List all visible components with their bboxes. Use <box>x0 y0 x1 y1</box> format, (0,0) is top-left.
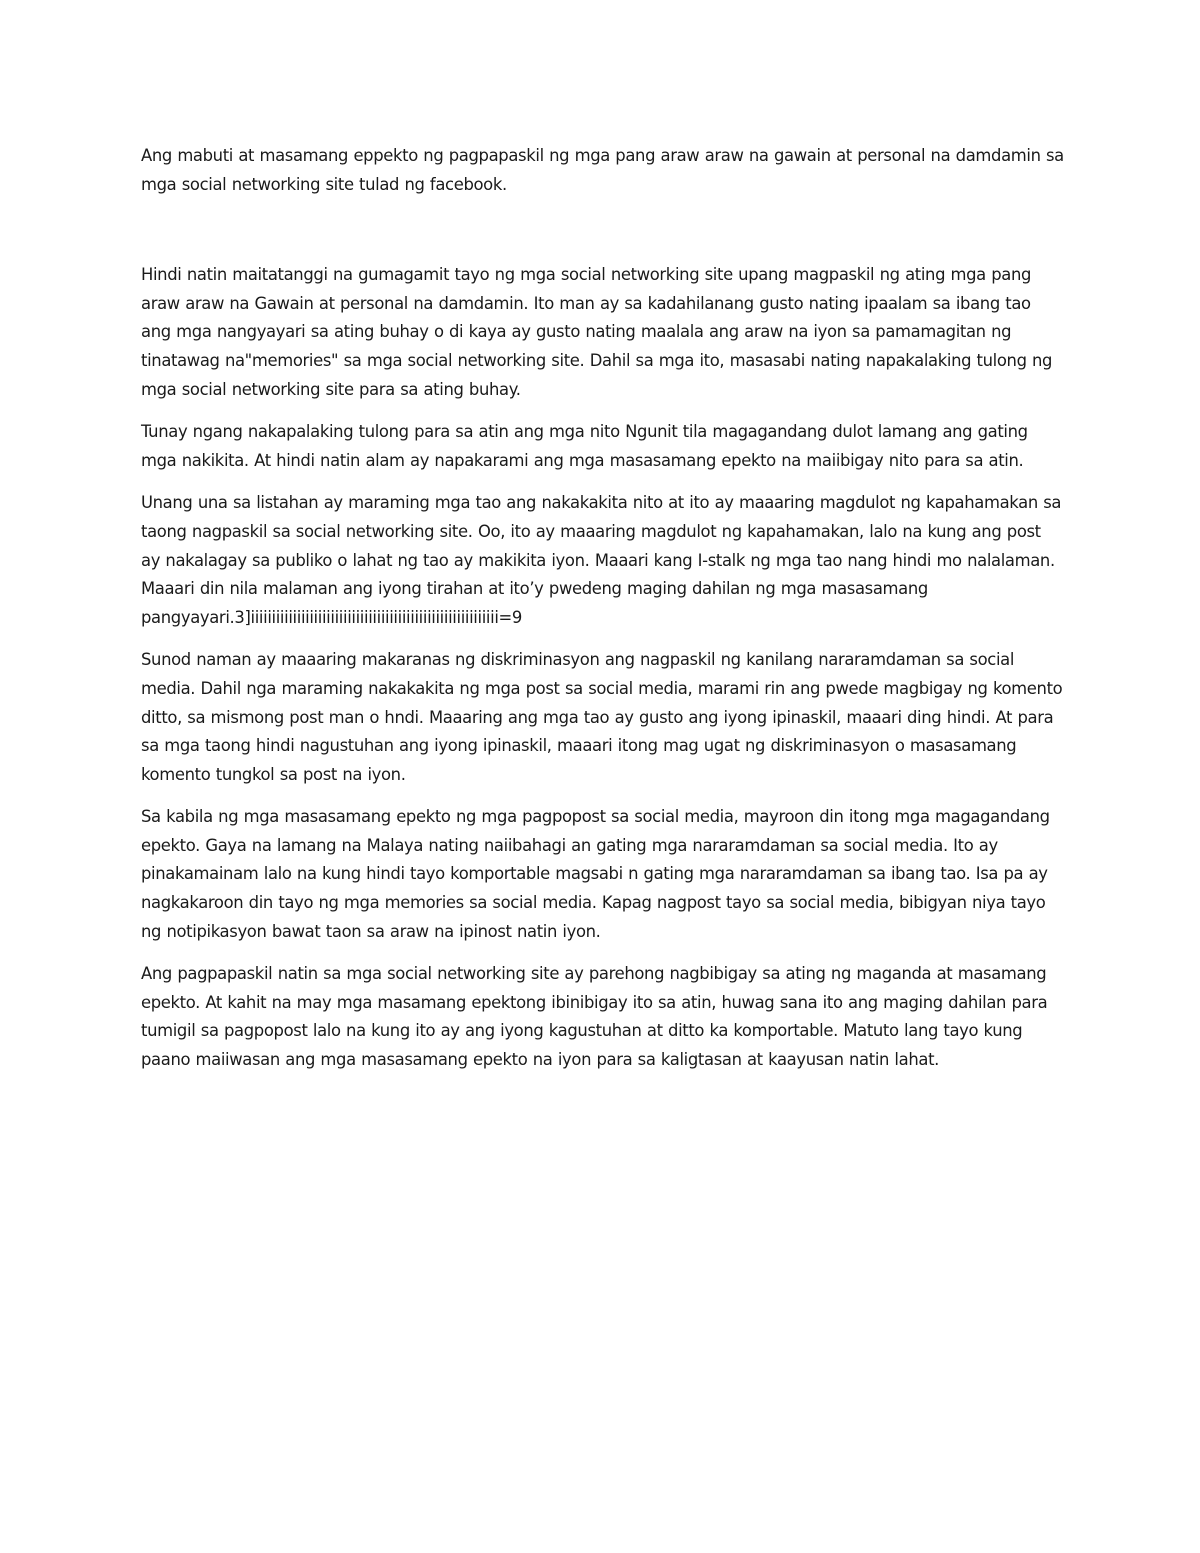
paragraph-2: Tunay ngang nakapalaking tulong para sa atin ang mga nito Ngunit tila magagandang dulot lamang ang gating mga nakikita. At hindi natin alam ay napakarami ang mga masasamang epekto na maiibigay nito para sa atin. <box>141 422 1028 470</box>
paragraph-5: Sa kabila ng mga masasamang epekto ng mga pagpopost sa social media, mayroon din itong mga magagandang epekto. Gaya na lamang na Malaya nating naiibahagi an gating mga nararamdaman sa social media. Ito ay pinakamainam lalo na kung hindi tayo komportable magsabi n gating mga nararamdaman sa ibang tao. Isa pa ay nagkakaroon din tayo ng mga memories sa social media. Kapag nagpost tayo sa social media, bibigyan niya tayo ng notipikasyon bawat taon sa araw na ipinost natin iyon. <box>141 807 1050 941</box>
document-title: Ang mabuti at masamang eppekto ng pagpapaskil ng mga pang araw araw na gawain at personal na damdamin sa mga social networking site tulad ng facebook. <box>141 146 1064 194</box>
document-body <box>141 142 1065 1089</box>
paragraph-6: Ang pagpapaskil natin sa mga social networking site ay parehong nagbibigay sa ating ng maganda at masamang epekto. At kahit na may mga masamang epektong ibinibigay ito sa atin, huwag sana ito ang maging dahilan para tumigil sa pagpopost lalo na kung ito ay ang iyong kagustuhan at ditto ka komportable. Matuto lang tayo kung paano maiiwasan ang mga masasamang epekto na iyon para sa kaligtasan at kaayusan natin lahat. <box>141 964 1048 1070</box>
paragraph-4: Sunod naman ay maaaring makaranas ng diskriminasyon ang nagpaskil ng kanilang nararamdaman sa social media. Dahil nga maraming nakakakita ng mga post sa social media, marami rin ang pwede magbigay ng komento ditto, sa mismong post man o hndi. Maaaring ang mga tao ay gusto ang iyong ipinaskil, maaari ding hindi. At para sa mga taong hindi nagustuhan ang iyong ipinaskil, maaari itong mag ugat ng diskriminasyon o masasamang komento tungkol sa post na iyon. <box>141 650 1063 784</box>
paragraph-3: Unang una sa listahan ay maraming mga tao ang nakakakita nito at ito ay maaaring magdulot ng kapahamakan sa taong nagpaskil sa social networking site. Oo, ito ay maaaring magdulot ng kapahamakan, lalo na kung ang post ay nakalagay sa publiko o lahat ng tao ay makikita iyon. Maaari kang I-stalk ng mga tao nang hindi mo nalalaman. Maaari din nila malaman ang iyong tirahan at ito’y pwedeng maging dahilan ng mga masasamang pangyayari.3]iiiiiiiiiiiiiiiiiiiiiiiiiiiiiiiiiiiiiiiiiiiiiiiiiiiiiiiiiii=9 <box>141 493 1062 627</box>
paragraph-1: Hindi natin maitatanggi na gumagamit tayo ng mga social networking site upang magpaskil ng ating mga pang araw araw na Gawain at personal na damdamin. Ito man ay sa kadahilanang gusto nating ipaalam sa ibang tao ang mga nangyayari sa ating buhay o di kaya ay gusto nating maalala ang araw na iyon sa pamamagitan ng tinatawag na"memories" sa mga social networking site. Dahil sa mga ito, masasabi nating napakalaking tulong ng mga social networking site para sa ating buhay. <box>141 265 1053 399</box>
